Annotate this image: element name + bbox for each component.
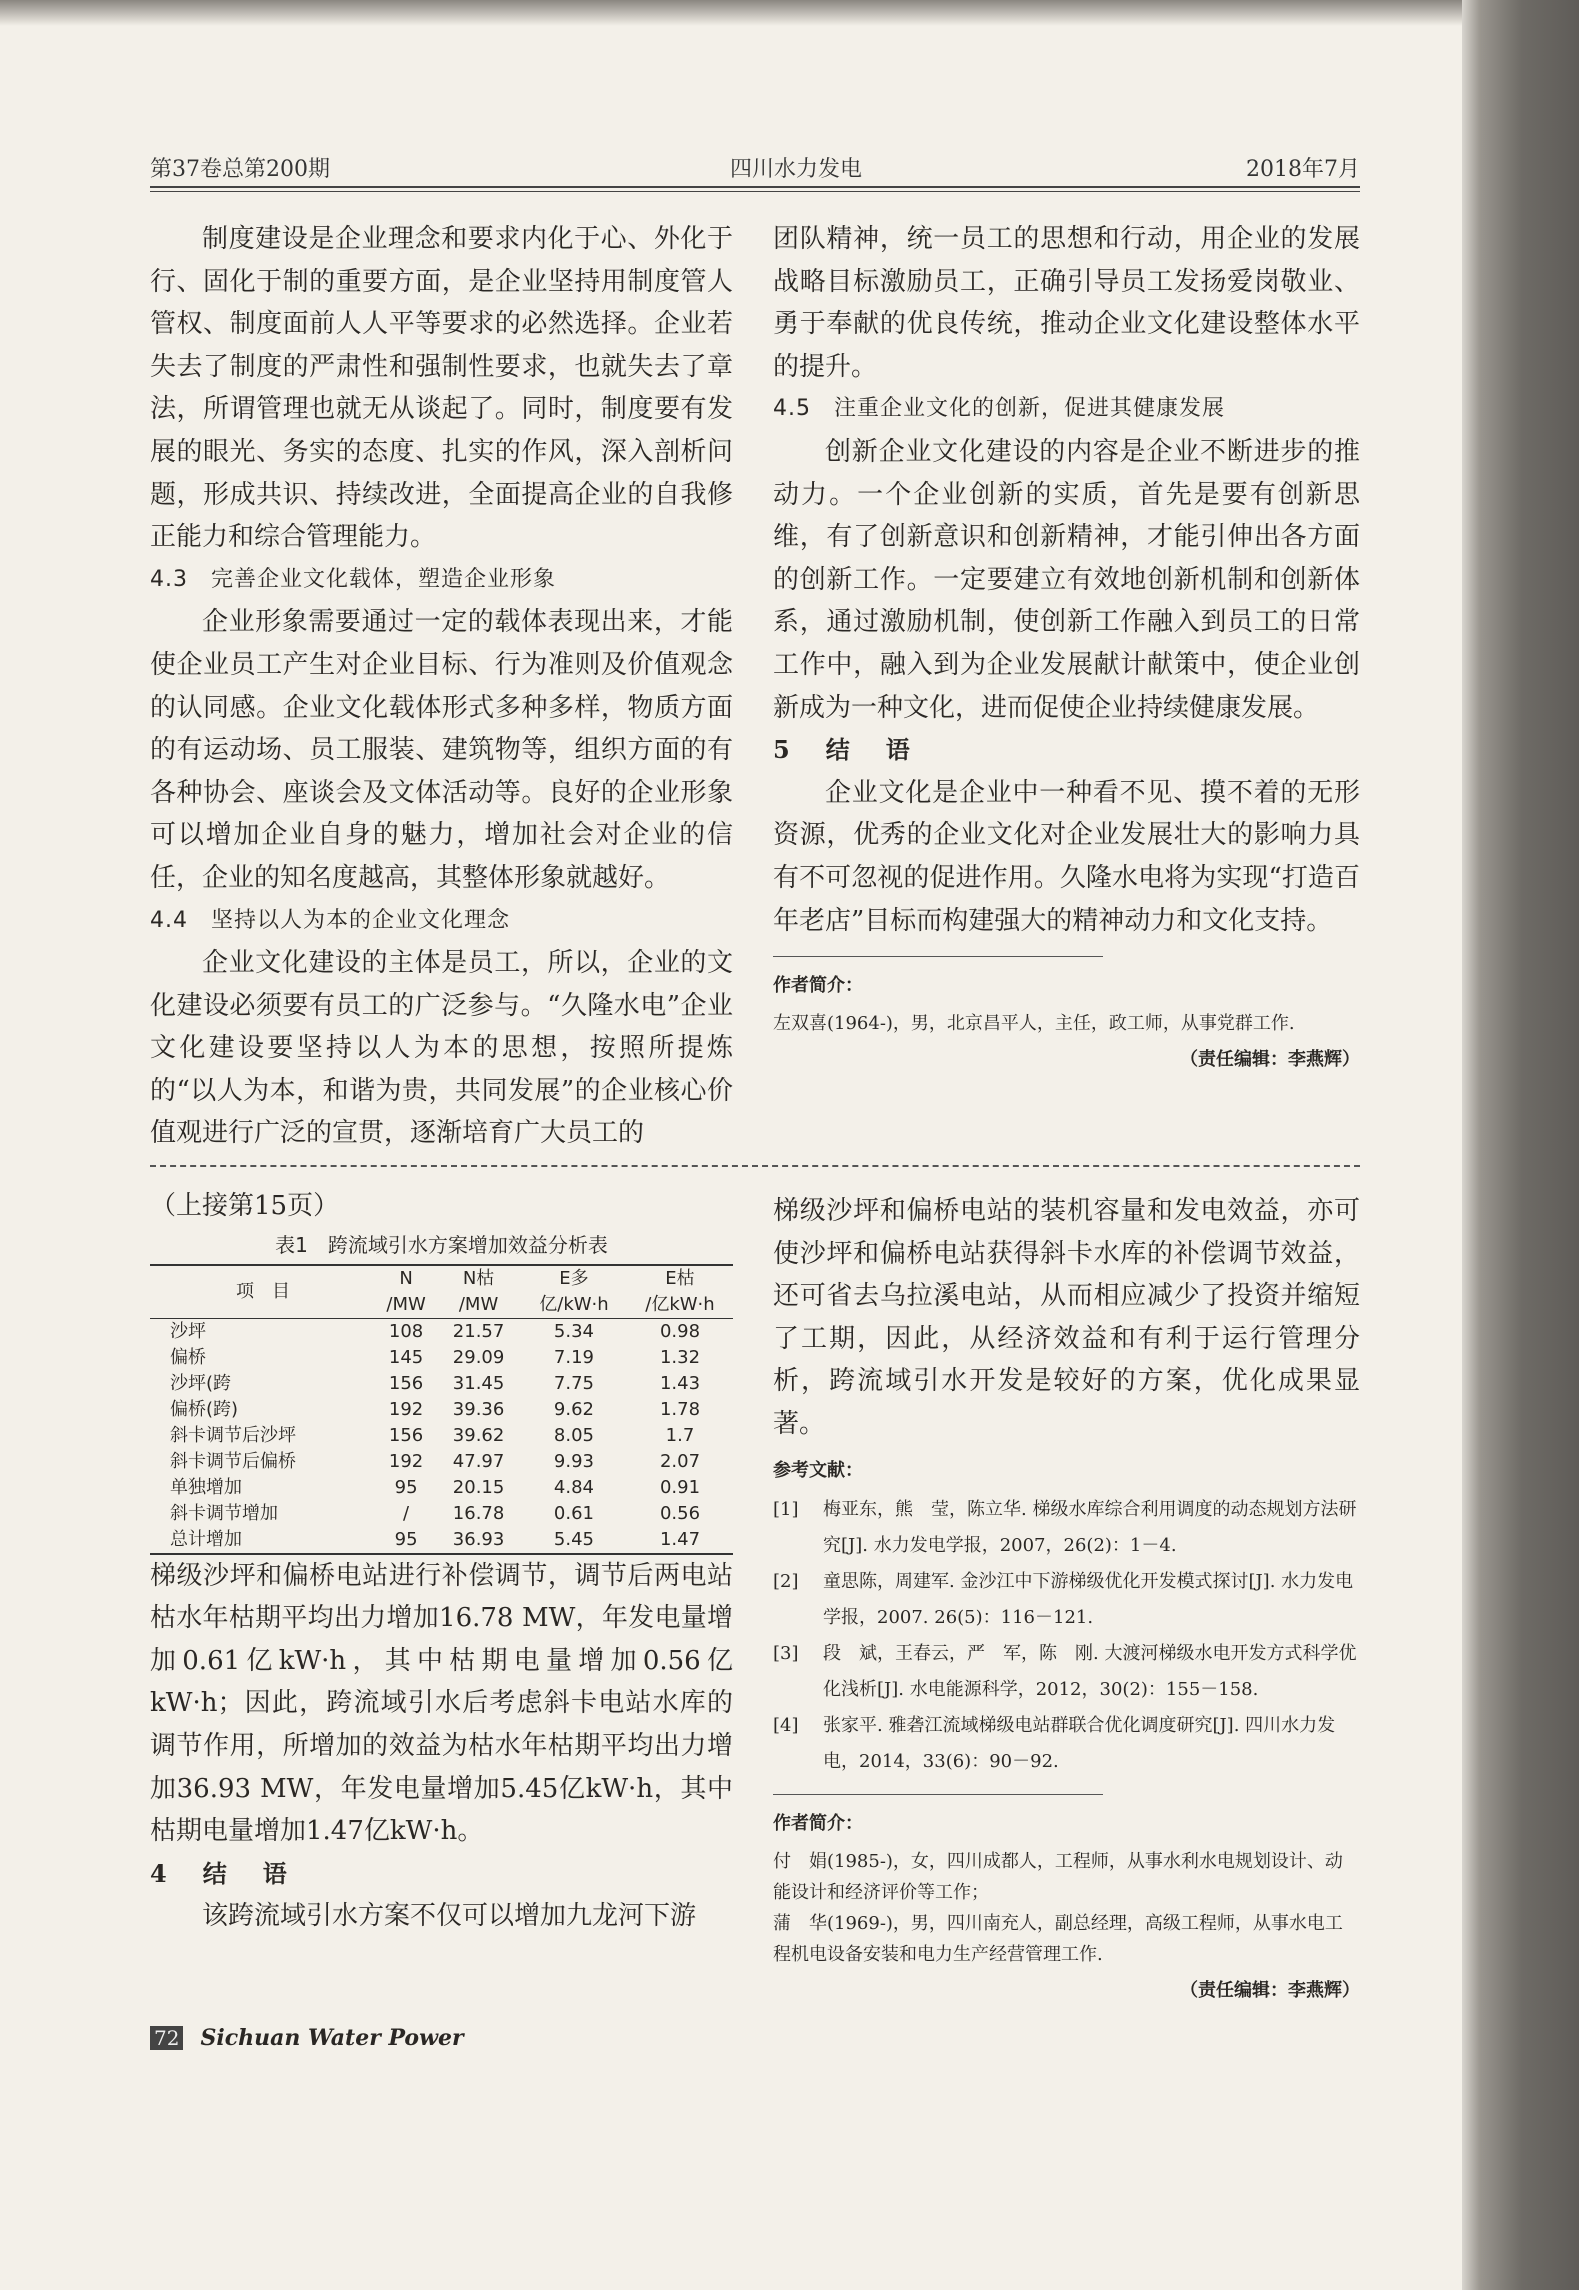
- table-row: [150, 1527, 733, 1554]
- table-cell: 5.34: [553, 1320, 594, 1342]
- lower-right-column: [773, 1190, 1360, 2012]
- paragraph: 企业文化建设的主体是员工，所以，企业的文化建设必须要有员工的广泛参与。“久隆水电”企业文化建设要坚持以人为本的思想，按照所提炼的“以人为本，和谐为贵，共同发展”的企业核心价值观进行广泛的宣贯，逐渐培育广大员工的: [150, 948, 733, 1149]
- table-cell: 1.7: [665, 1424, 695, 1446]
- paragraph: 企业形象需要通过一定的载体表现出来，才能使企业员工产生对企业目标、行为准则及价值观念的认同感。企业文化载体形式多种多样，物质方面的有运动场、员工服装、建筑物等，组织方面的有各种协会、座谈会及文体活动等。良好的企业形象可以增加企业自身的魅力，增加社会对企业的信任，企业的知名度越高，其整体形象就越好。: [150, 607, 733, 893]
- scan-background-edge: [1462, 0, 1579, 2290]
- footer-journal-name: Sichuan Water Power: [200, 2025, 464, 2051]
- author-label: 作者简介：: [773, 1813, 863, 1835]
- table-cell: 偏桥(跨): [170, 1398, 239, 1420]
- table-cell: 156: [388, 1372, 424, 1394]
- table-cell: 29.09: [452, 1346, 505, 1368]
- section-heading-4-4: 4.4 坚持以人为本的企业文化理念: [150, 907, 510, 933]
- page-footer: [150, 2025, 464, 2057]
- table-cell: 1.78: [659, 1398, 701, 1420]
- paragraph: 团队精神，统一员工的思想和行动，用企业的发展战略目标激励员工，正确引导员工发扬爱岗敬业、勇于奉献的优良传统，推动企业文化建设整体水平的提升。: [773, 224, 1360, 382]
- table-header-row: [150, 1265, 733, 1292]
- table-cell: 7.19: [553, 1346, 594, 1368]
- table-cell: 31.45: [452, 1372, 505, 1394]
- editor-credit: （责任编辑：李燕辉）: [1180, 1048, 1360, 1070]
- table-cell: 192: [388, 1450, 424, 1472]
- table-cell: 39.36: [452, 1398, 505, 1420]
- table-cell: 沙坪(跨: [170, 1372, 232, 1394]
- header-rule-thin: [150, 191, 1360, 192]
- table-unit-cell: /亿kW·h: [627, 1292, 733, 1319]
- table-cell: 单独增加: [170, 1476, 242, 1498]
- section-heading-4-3: 4.3 完善企业文化载体，塑造企业形象: [150, 566, 556, 592]
- author-label: 作者简介：: [773, 975, 863, 997]
- author-list: [773, 1846, 1360, 1970]
- author-bio: 蒲 华(1969-)，男，四川南充人，副总经理，高级工程师，从事水电工程机电设备安装和电力生产经营管理工作.: [773, 1912, 1343, 1965]
- section-heading-4-5: 4.5 注重企业文化的创新，促进其健康发展: [773, 396, 1225, 422]
- page-number: 72: [150, 2026, 183, 2050]
- table-header-cell: N枯: [436, 1265, 521, 1292]
- paragraph: 梯级沙坪和偏桥电站进行补偿调节，调节后两电站枯水年枯期平均出力增加16.78 MW，年发电量增加0.61亿kW·h，其中枯期电量增加0.56亿kW·h；因此，跨流域引水后考虑斜卡电站水库的调节作用，所增加的效益为枯水年枯期平均出力增加36.93 MW，年发电量增加5.45亿kW·h，其中枯期电量增加1.47亿kW·h。: [150, 1560, 733, 1847]
- editor-credit: （责任编辑：李燕辉）: [1180, 1979, 1360, 2001]
- section-heading-4: 4 结 语: [150, 1858, 293, 1888]
- table-cell: 斜卡调节后偏桥: [170, 1450, 296, 1472]
- table-cell: 9.62: [553, 1398, 594, 1420]
- table-cell: 21.57: [452, 1320, 505, 1342]
- header-date: 2018年7月: [1246, 157, 1360, 182]
- table-cell: 8.05: [553, 1424, 594, 1446]
- table-row: [150, 1475, 733, 1501]
- continued-note: （上接第15页）: [150, 1191, 340, 1221]
- table-cell: 1.43: [659, 1372, 701, 1394]
- paragraph: 梯级沙坪和偏桥电站的装机容量和发电效益，亦可使沙坪和偏桥电站获得斜卡水库的补偿调节效益，还可省去乌拉溪电站，从而相应减少了投资并缩短了工期，因此，从经济效益和有利于运行管理分析，跨流域引水开发是较好的方案，优化成果显著。: [773, 1196, 1360, 1439]
- table-cell: 1.47: [627, 1527, 733, 1554]
- table-cell: 20.15: [452, 1476, 505, 1498]
- upper-left-column: [150, 218, 733, 1155]
- reference-index: [2]: [773, 1571, 799, 1593]
- table-header-cell: 项 目: [150, 1265, 376, 1319]
- table-unit-cell: /MW: [436, 1292, 521, 1319]
- table-cell: 0.61: [553, 1502, 594, 1524]
- table-cell: 0.98: [659, 1320, 701, 1342]
- table-header-cell: E多: [521, 1265, 627, 1292]
- table-cell: 0.91: [659, 1476, 701, 1498]
- table-cell: 156: [388, 1424, 424, 1446]
- table-row: [150, 1397, 733, 1423]
- table-cell: 39.62: [452, 1424, 505, 1446]
- author-divider: [773, 956, 1103, 957]
- table-cell: /: [403, 1502, 410, 1524]
- table-cell: 7.75: [553, 1372, 594, 1394]
- table-cell: 36.93: [436, 1527, 521, 1554]
- reference-text: 梅亚东，熊 莹，陈立华. 梯级水库综合利用调度的动态规划方法研究[J]. 水力发电学报，2007，26(2)：1－4.: [823, 1499, 1357, 1557]
- table-row: [150, 1371, 733, 1397]
- running-header: [150, 152, 1360, 182]
- header-volume: 第37卷总第200期: [150, 157, 330, 182]
- table-cell: 95: [394, 1476, 418, 1498]
- table-header-cell: E枯: [627, 1265, 733, 1292]
- reference-text: 段 斌，王春云，严 军，陈 刚. 大渡河梯级水电开发方式科学优化浅析[J]. 水电能源科学，2012，30(2)：155－158.: [823, 1643, 1357, 1701]
- reference-item: [773, 1492, 1360, 1564]
- table-cell: 5.45: [521, 1527, 627, 1554]
- table-row: [150, 1345, 733, 1371]
- reference-item: [773, 1564, 1360, 1636]
- lower-left-column: [150, 1185, 733, 1938]
- references-label: 参考文献：: [773, 1459, 863, 1481]
- author-bio: 付 娟(1985-)，女，四川成都人，工程师，从事水利水电规划设计、动能设计和经济评价等工作；: [773, 1850, 1343, 1903]
- reference-index: [1]: [773, 1499, 799, 1521]
- table-cell: 2.07: [659, 1450, 701, 1472]
- table-cell: 斜卡调节增加: [170, 1502, 278, 1524]
- table-unit-cell: /MW: [376, 1292, 436, 1319]
- table-cell: 4.84: [553, 1476, 594, 1498]
- table-cell: 145: [388, 1346, 424, 1368]
- reference-index: [3]: [773, 1643, 799, 1665]
- table-cell: 1.32: [659, 1346, 701, 1368]
- scan-top-shadow: [0, 0, 1462, 26]
- table-row: [150, 1501, 733, 1527]
- table-cell: 47.97: [452, 1450, 505, 1472]
- table-cell: 9.93: [553, 1450, 594, 1472]
- author-bio: 左双喜(1964-)，男，北京昌平人，主任，政工师，从事党群工作.: [773, 1012, 1295, 1034]
- table-row: [150, 1449, 733, 1475]
- table-cell: 偏桥: [170, 1346, 206, 1368]
- paragraph: 创新企业文化建设的内容是企业不断进步的推动力。一个企业创新的实质，首先是要有创新思维，有了创新意识和创新精神，才能引伸出各方面的创新工作。一定要建立有效地创新机制和创新体系，通过激励机制，使创新工作融入到员工的日常工作中，融入到为企业发展献计献策中，使企业创新成为一种文化，进而促使企业持续健康发展。: [773, 436, 1360, 723]
- table-cell: 沙坪: [170, 1320, 206, 1342]
- table-cell: 108: [388, 1320, 424, 1342]
- table-row: [150, 1423, 733, 1449]
- table-cell: 95: [376, 1527, 436, 1554]
- reference-item: [773, 1708, 1360, 1780]
- paragraph: 企业文化是企业中一种看不见、摸不着的无形资源，优秀的企业文化对企业发展壮大的影响力具有不可忽视的促进作用。久隆水电将为实现“打造百年老店”目标而构建强大的精神动力和文化支持。: [773, 777, 1360, 936]
- header-rule-thick: [150, 186, 1360, 188]
- header-journal-title: 四川水力发电: [730, 157, 863, 182]
- article-separator: [150, 1165, 1360, 1167]
- reference-item: [773, 1636, 1360, 1708]
- reference-index: [4]: [773, 1715, 799, 1737]
- section-heading-5: 5 结 语: [773, 735, 916, 765]
- paragraph: 该跨流域引水方案不仅可以增加九龙河下游: [202, 1901, 697, 1932]
- table-row: [150, 1318, 733, 1345]
- table-header-cell: N: [376, 1265, 436, 1292]
- table-cell: 192: [388, 1398, 424, 1420]
- table-cell: 16.78: [452, 1502, 505, 1524]
- benefit-table: [150, 1264, 733, 1555]
- table-unit-cell: 亿/kW·h: [521, 1292, 627, 1319]
- table-cell: 总计增加: [150, 1527, 376, 1554]
- upper-right-column: [773, 218, 1360, 1081]
- table-caption: 表1 跨流域引水方案增加效益分析表: [275, 1232, 608, 1257]
- references-list: [773, 1492, 1360, 1780]
- reference-text: 张家平. 雅砻江流域梯级电站群联合优化调度研究[J]. 四川水力发电，2014，33(6)：90－92.: [823, 1715, 1336, 1773]
- table-cell: 斜卡调节后沙坪: [170, 1424, 296, 1446]
- table-cell: 0.56: [659, 1502, 701, 1524]
- paragraph: 制度建设是企业理念和要求内化于心、外化于行、固化于制的重要方面，是企业坚持用制度管人管权、制度面前人人平等要求的必然选择。企业若失去了制度的严肃性和强制性要求，也就失去了章法，所谓管理也就无从谈起了。同时，制度要有发展的眼光、务实的态度、扎实的作风，深入剖析问题，形成共识、持续改进，全面提高企业的自我修正能力和综合管理能力。: [150, 224, 733, 553]
- author-divider: [773, 1794, 1103, 1795]
- reference-text: 童思陈，周建军. 金沙江中下游梯级优化开发模式探讨[J]. 水力发电学报，2007. 26(5)：116－121.: [823, 1571, 1354, 1629]
